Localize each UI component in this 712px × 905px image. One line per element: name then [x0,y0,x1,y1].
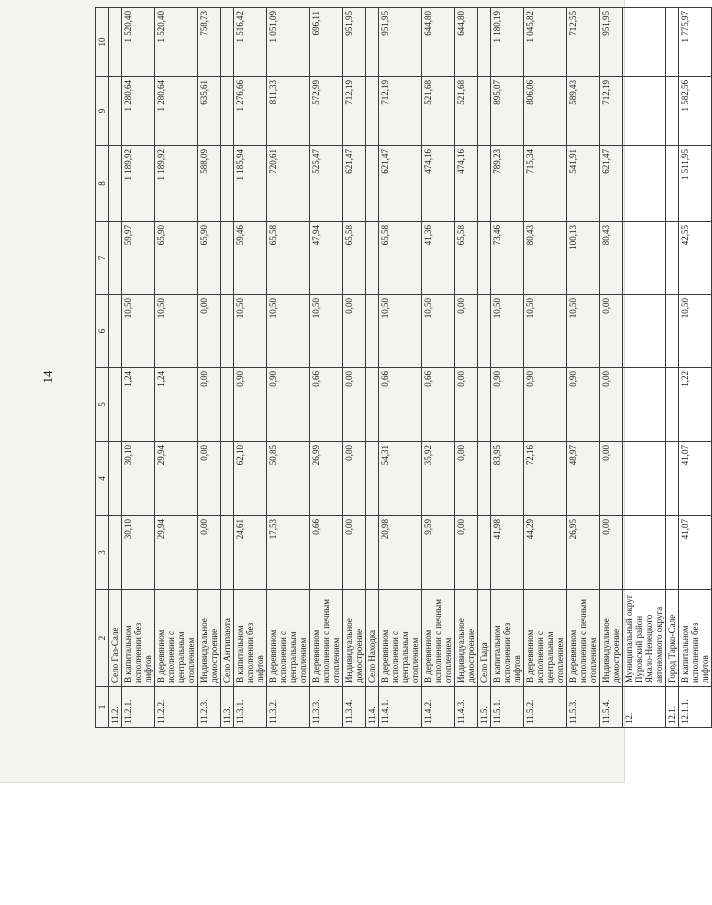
value-col-6: 0,00 [343,295,366,368]
value-col-3: 0,00 [455,516,478,590]
value-col-3 [366,516,379,590]
value-col-5: 0,90 [234,368,267,442]
value-col-5 [478,368,491,442]
row-code: 11.3. [221,687,234,728]
column-number-10: 10 [96,8,109,77]
value-col-3: 0,00 [343,516,366,590]
table-row [422,8,455,728]
table-row [666,8,679,728]
value-col-7: 41,36 [422,222,455,295]
column-number-9: 9 [96,77,109,146]
row-description: Село Гыда [478,590,491,687]
value-col-6: 0,00 [198,295,221,368]
row-description: Индивидуальное домостроение [455,590,478,687]
value-col-6: 10,50 [679,295,712,368]
value-col-4: 29,94 [155,442,198,516]
value-col-8: 789,23 [491,146,524,222]
row-description: В капитальном исполнении без лифтов [679,590,712,687]
table-row [366,8,379,728]
value-col-9: 712,19 [600,77,623,146]
column-number-4: 4 [96,442,109,516]
table-row [567,8,600,728]
column-number-6: 6 [96,295,109,368]
value-col-3: 44,29 [524,516,567,590]
value-col-8: 1 511,95 [679,146,712,222]
value-col-3: 0,00 [198,516,221,590]
value-col-8: 541,91 [567,146,600,222]
table-row [343,8,366,728]
value-col-6: 10,50 [524,295,567,368]
row-code: 11.3.1. [234,687,267,728]
row-code: 12.1. [666,687,679,728]
value-col-5: 1,24 [122,368,155,442]
value-col-6: 10,50 [422,295,455,368]
value-col-8: 1 189,92 [122,146,155,222]
value-col-9: 1 280,64 [122,77,155,146]
value-col-6: 10,50 [234,295,267,368]
row-code: 12. [623,687,666,728]
value-col-4: 48,97 [567,442,600,516]
value-col-5: 0,66 [422,368,455,442]
value-col-9: 806,06 [524,77,567,146]
table-row [221,8,234,728]
value-col-7: 100,13 [567,222,600,295]
value-col-9: 895,07 [491,77,524,146]
value-col-5: 0,00 [198,368,221,442]
value-col-9: 635,61 [198,77,221,146]
value-col-7: 65,90 [198,222,221,295]
row-code: 11.5.2. [524,687,567,728]
value-col-9: 521,68 [455,77,478,146]
value-col-5 [666,368,679,442]
value-col-8: 715,34 [524,146,567,222]
table-row [379,8,422,728]
row-code: 11.3.4. [343,687,366,728]
row-code: 11.5.1. [491,687,524,728]
value-col-8: 621,47 [600,146,623,222]
value-col-7 [666,222,679,295]
row-description: Индивидуальное домостроение [600,590,623,687]
value-col-4 [623,442,666,516]
value-col-7 [366,222,379,295]
value-col-10: 951,95 [379,8,422,77]
row-code: 11.5. [478,687,491,728]
row-code: 11.4.2. [422,687,455,728]
value-col-6: 10,50 [122,295,155,368]
row-description: В деревянном исполнении с печным отоплением [310,590,343,687]
value-col-4: 0,00 [455,442,478,516]
value-col-7: 59,97 [122,222,155,295]
value-col-5: 0,66 [310,368,343,442]
value-col-10: 696,11 [310,8,343,77]
value-col-3: 9,59 [422,516,455,590]
table-row [310,8,343,728]
value-col-3: 29,94 [155,516,198,590]
value-col-9: 521,68 [422,77,455,146]
value-col-5: 0,00 [455,368,478,442]
value-col-7: 65,58 [343,222,366,295]
value-col-4 [221,442,234,516]
value-col-10: 758,73 [198,8,221,77]
value-col-5: 0,00 [343,368,366,442]
table-row [600,8,623,728]
value-col-6 [478,295,491,368]
value-col-4 [109,442,122,516]
row-description: В капитальном исполнении без лифтов [491,590,524,687]
table-row [455,8,478,728]
table-row [109,8,122,728]
value-col-5: 1,22 [679,368,712,442]
value-col-9: 589,43 [567,77,600,146]
value-col-7: 42,55 [679,222,712,295]
value-col-6 [666,295,679,368]
value-col-3: 0,00 [600,516,623,590]
value-col-4: 54,31 [379,442,422,516]
value-col-4: 50,85 [267,442,310,516]
value-col-9 [623,77,666,146]
row-description: В капитальном исполнении без лифтов [234,590,267,687]
value-col-6: 10,50 [155,295,198,368]
column-number-7: 7 [96,222,109,295]
value-col-7: 65,58 [267,222,310,295]
value-col-7: 65,58 [379,222,422,295]
value-col-6: 10,50 [567,295,600,368]
value-col-3 [109,516,122,590]
value-col-3 [221,516,234,590]
value-col-4: 83,95 [491,442,524,516]
table-row [234,8,267,728]
value-col-3: 24,61 [234,516,267,590]
row-code: 11.3.2. [267,687,310,728]
row-description: В деревянном исполнении с центральным отоплением [267,590,310,687]
row-description: Индивидуальное домостроение [343,590,366,687]
column-number-8: 8 [96,146,109,222]
table-body [96,8,712,728]
value-col-10: 951,95 [600,8,623,77]
value-col-5 [623,368,666,442]
page-number: 14 [40,370,55,384]
value-col-6 [109,295,122,368]
value-col-10: 1 520,40 [155,8,198,77]
value-col-5: 0,90 [491,368,524,442]
row-code: 11.2.3. [198,687,221,728]
value-col-8: 1 189,92 [155,146,198,222]
rotated-table-wrapper [95,8,710,728]
value-col-3: 17,53 [267,516,310,590]
value-col-9 [366,77,379,146]
value-col-5 [221,368,234,442]
value-col-3: 41,98 [491,516,524,590]
value-col-5 [366,368,379,442]
value-col-4: 0,00 [343,442,366,516]
value-col-3 [666,516,679,590]
value-col-4 [666,442,679,516]
value-col-7 [109,222,122,295]
value-col-7 [623,222,666,295]
row-code: 11.2. [109,687,122,728]
row-description: Муниципальный округ Пуровский район Ямало-Ненецкого автономного округа [623,590,666,687]
value-col-9 [666,77,679,146]
value-col-10 [666,8,679,77]
value-col-9: 712,19 [379,77,422,146]
column-number-3: 3 [96,516,109,590]
value-col-3: 26,95 [567,516,600,590]
value-col-9: 572,99 [310,77,343,146]
value-col-4: 41,07 [679,442,712,516]
value-col-6 [366,295,379,368]
value-col-4 [366,442,379,516]
table-row [267,8,310,728]
row-description: В деревянном исполнении с центральным отоплением [379,590,422,687]
value-col-8: 525,47 [310,146,343,222]
value-col-4 [478,442,491,516]
value-col-10 [109,8,122,77]
table-row [122,8,155,728]
value-col-9 [221,77,234,146]
table-row [623,8,666,728]
row-description: В деревянном исполнении с печным отоплением [567,590,600,687]
column-number-5: 5 [96,368,109,442]
value-col-4: 30,10 [122,442,155,516]
value-col-9: 1 582,56 [679,77,712,146]
value-col-10: 644,80 [455,8,478,77]
value-col-7 [221,222,234,295]
value-col-6: 10,50 [267,295,310,368]
value-col-8: 474,16 [455,146,478,222]
row-code: 11.4.3. [455,687,478,728]
row-code: 11.4.1. [379,687,422,728]
value-col-10 [623,8,666,77]
row-code: 11.5.3. [567,687,600,728]
value-col-10: 1 775,97 [679,8,712,77]
tariff-table [95,7,712,728]
value-col-7: 47,94 [310,222,343,295]
value-col-10 [221,8,234,77]
row-code: 11.2.2. [155,687,198,728]
value-col-4: 62,10 [234,442,267,516]
value-col-9: 1 280,64 [155,77,198,146]
value-col-7: 80,43 [524,222,567,295]
value-col-10 [366,8,379,77]
value-col-10: 1 516,42 [234,8,267,77]
value-col-5 [109,368,122,442]
value-col-8 [366,146,379,222]
value-col-9: 811,33 [267,77,310,146]
value-col-4: 72,16 [524,442,567,516]
value-col-3: 0,66 [310,516,343,590]
value-col-5: 0,00 [600,368,623,442]
table-row [491,8,524,728]
value-col-7: 65,58 [455,222,478,295]
value-col-8 [478,146,491,222]
value-col-4: 26,99 [310,442,343,516]
value-col-6 [623,295,666,368]
value-col-8: 474,16 [422,146,455,222]
value-col-3 [478,516,491,590]
value-col-3: 30,10 [122,516,155,590]
row-description: Село Находка [366,590,379,687]
value-col-7: 80,43 [600,222,623,295]
value-col-10: 644,80 [422,8,455,77]
row-code: 11.5.4. [600,687,623,728]
value-col-9 [109,77,122,146]
value-col-7 [478,222,491,295]
value-col-4: 0,00 [600,442,623,516]
row-code: 11.4. [366,687,379,728]
row-code: 12.1.1. [679,687,712,728]
row-description: В деревянном исполнении с печным отоплением [422,590,455,687]
row-description: Село Антипаюта [221,590,234,687]
value-col-6: 10,50 [310,295,343,368]
table-row [679,8,712,728]
value-col-5: 1,24 [155,368,198,442]
value-col-3: 41,07 [679,516,712,590]
value-col-10: 712,55 [567,8,600,77]
row-description: В капитальном исполнении без лифтов [122,590,155,687]
value-col-10: 1 180,19 [491,8,524,77]
value-col-10 [478,8,491,77]
column-numbers-row [96,8,109,728]
value-col-7: 59,46 [234,222,267,295]
row-description: Город Тарко-Сале [666,590,679,687]
table-row [478,8,491,728]
value-col-8: 621,47 [379,146,422,222]
value-col-8: 720,61 [267,146,310,222]
value-col-8 [109,146,122,222]
value-col-10: 1 051,09 [267,8,310,77]
value-col-8: 588,09 [198,146,221,222]
table-row [155,8,198,728]
value-col-3: 20,98 [379,516,422,590]
value-col-8 [666,146,679,222]
value-col-5: 0,90 [524,368,567,442]
value-col-9: 712,19 [343,77,366,146]
value-col-5: 0,66 [379,368,422,442]
value-col-6: 10,50 [379,295,422,368]
table-row [524,8,567,728]
value-col-9 [478,77,491,146]
value-col-10: 1 520,40 [122,8,155,77]
value-col-6 [221,295,234,368]
value-col-5: 0,90 [267,368,310,442]
value-col-10: 951,95 [343,8,366,77]
row-description: Село Газ-Сале [109,590,122,687]
table-row [198,8,221,728]
row-code: 11.2.1. [122,687,155,728]
value-col-5: 0,90 [567,368,600,442]
column-number-1: 1 [96,687,109,728]
value-col-10: 1 045,82 [524,8,567,77]
row-description: В деревянном исполнении с центральным отоплением [155,590,198,687]
value-col-8 [623,146,666,222]
value-col-4: 0,00 [198,442,221,516]
value-col-6: 0,00 [455,295,478,368]
row-code: 11.3.3. [310,687,343,728]
value-col-7: 65,90 [155,222,198,295]
value-col-8 [221,146,234,222]
value-col-3 [623,516,666,590]
row-description: Индивидуальное домостроение [198,590,221,687]
value-col-4: 35,92 [422,442,455,516]
value-col-7: 73,46 [491,222,524,295]
value-col-8: 621,47 [343,146,366,222]
value-col-6: 10,50 [491,295,524,368]
value-col-6: 0,00 [600,295,623,368]
value-col-8: 1 185,94 [234,146,267,222]
row-description: В деревянном исполнении с центральным отоплением [524,590,567,687]
value-col-9: 1 276,66 [234,77,267,146]
column-number-2: 2 [96,590,109,687]
